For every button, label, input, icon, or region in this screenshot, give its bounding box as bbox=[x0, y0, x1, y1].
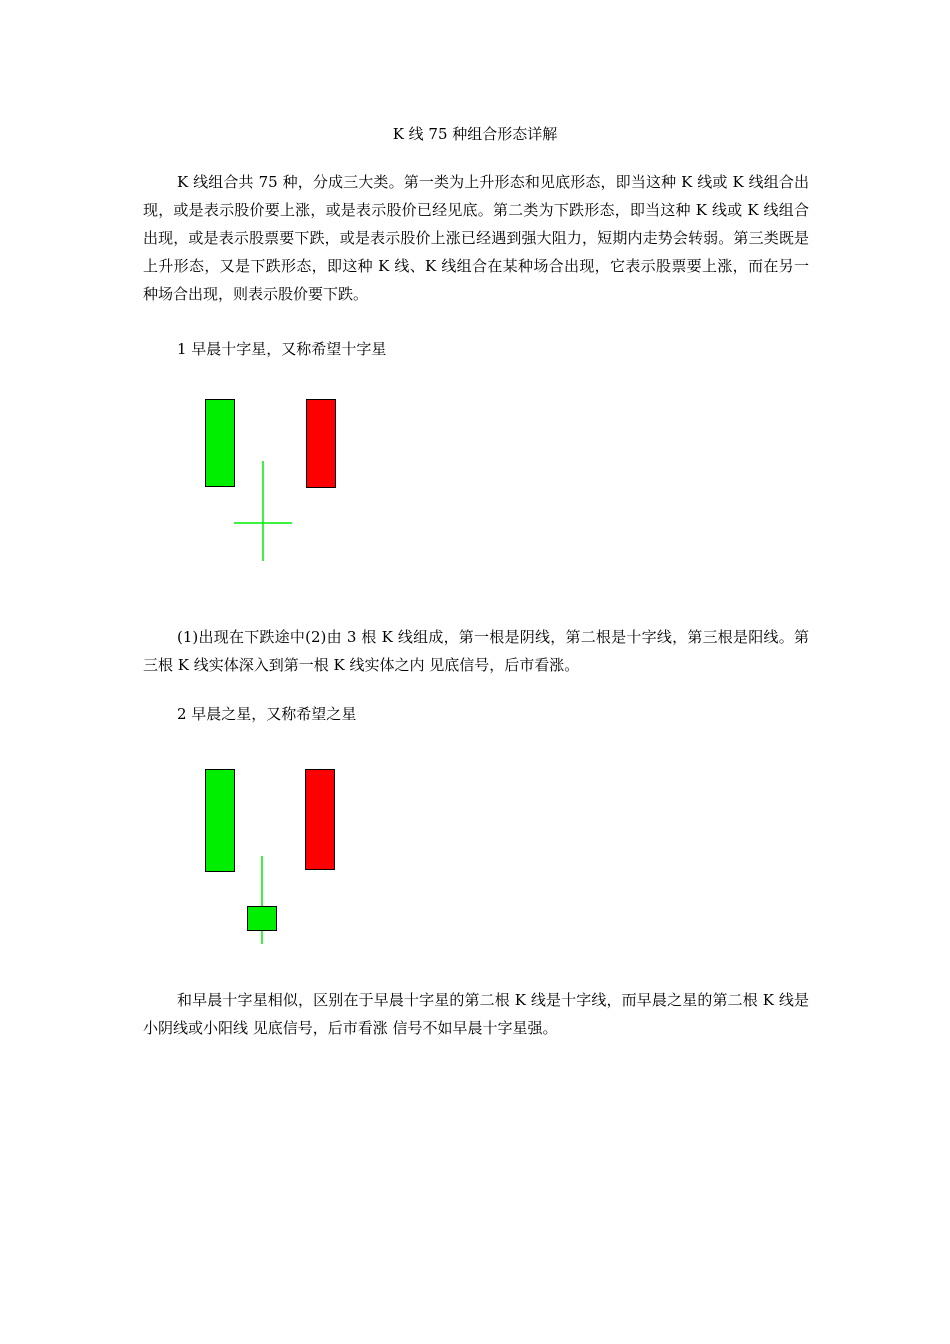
intro-paragraph: K 线组合共 75 种，分成三大类。第一类为上升形态和见底形态，即当这种 K 线或 K 线组合出现，或是表示股价要上涨，或是表示股价已经见底。第二类为下跌形态，即当这种 K 线或 K 线组合出现，或是表示股票要下跌，或是表示股价上涨已经遇到强大阻力，短期内走势会转弱。第三类既是上升形态，又是下跌形态，即这种 K 线、K 线组合在某种场合出现，它表示股票要上涨，而在另一种场合出现，则表示股价要下跌。 bbox=[143, 173, 809, 303]
candle-1-bearish bbox=[206, 400, 235, 487]
candle-3-bullish bbox=[306, 770, 335, 870]
candle-1-bearish bbox=[206, 770, 235, 872]
document-title: K 线 75 种组合形态详解 bbox=[392, 125, 558, 143]
figure-morning-doji-star bbox=[206, 400, 336, 562]
figure-morning-star bbox=[206, 770, 335, 945]
section-1-description: (1)出现在下跌途中(2)由 3 根 K 线组成，第一根是阴线，第二根是十字线，第三根是阳线。第三根 K 线实体深入到第一根 K 线实体之内 见底信号，后市看涨。 bbox=[143, 628, 809, 674]
section-2-description: 和早晨十字星相似，区别在于早晨十字星的第二根 K 线是十字线，而早晨之星的第二根 K 线是小阴线或小阳线 见底信号，后市看涨 信号不如早晨十字星强。 bbox=[143, 991, 809, 1037]
candle-3-bullish bbox=[307, 400, 336, 488]
candle-2-small-body bbox=[248, 907, 277, 931]
section-2-heading: 2 早晨之星，又称希望之星 bbox=[177, 705, 357, 723]
section-1-heading: 1 早晨十字星，又称希望十字星 bbox=[177, 340, 387, 358]
